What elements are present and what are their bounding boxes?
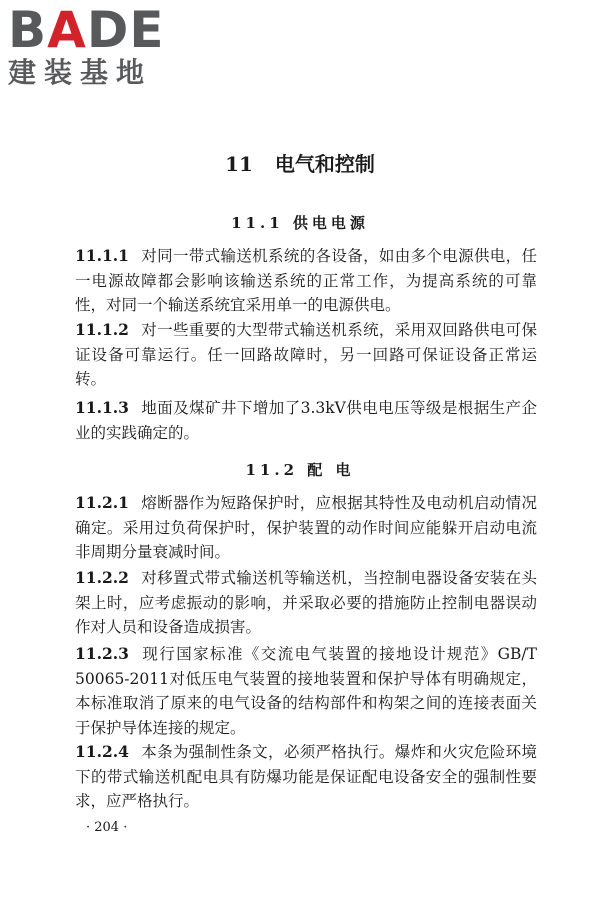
section-title-11-2: 11.2 配 电 <box>245 461 355 479</box>
clause-11-2-2 <box>75 566 537 640</box>
clause-11-1-2 <box>75 318 537 392</box>
clause-number: 11.1.2 <box>75 320 129 339</box>
bade-logo <box>8 1 178 89</box>
clause-text: 对移置式带式输送机等输送机，当控制电器设备安装在头架上时，应考虑振动的影响，并采取必要的措施防止控制电器误动作对人员和设备造成损害。 <box>75 569 537 636</box>
clause-11-2-4 <box>75 740 537 814</box>
clause-text: 对一些重要的大型带式输送机系统，采用双回路供电可保证设备可靠运行。任一回路故障时，另一回路可保证设备正常运转。 <box>75 321 537 388</box>
clause-number: 11.2.1 <box>75 493 129 512</box>
clause-11-2-3 <box>75 642 537 740</box>
clause-number: 11.1.1 <box>75 246 129 265</box>
chapter-title <box>0 148 600 177</box>
chapter-name: 电气和控制 <box>274 152 375 176</box>
page-number: · 204 · <box>86 820 128 835</box>
clause-text: 对同一带式输送机系统的各设备，如由多个电源供电，任一电源故障都会影响该输送系统的正常工作，为提高系统的可靠性，对同一个输送系统宜采用单一的电源供电。 <box>75 247 537 314</box>
clause-11-1-3 <box>75 396 537 445</box>
clause-11-1-1 <box>75 244 537 318</box>
clause-number: 11.2.3 <box>75 644 129 663</box>
logo-subtitle: 建装基地 <box>8 56 153 89</box>
logo-wordmark: BADE <box>8 1 165 59</box>
clause-text: 熔断器作为短路保护时，应根据其特性及电动机启动情况确定。采用过负荷保护时，保护装置的动作时间应能躲开启动电流非周期分量衰减时间。 <box>75 494 537 561</box>
clause-number: 11.2.2 <box>75 568 129 587</box>
clause-11-2-1 <box>75 491 537 565</box>
chapter-number: 11 <box>225 152 253 176</box>
section-title-11-1: 11.1 供电电源 <box>231 214 369 232</box>
clause-text: 地面及煤矿井下增加了3.3kV供电电压等级是根据生产企业的实践确定的。 <box>75 399 537 442</box>
clause-text: 本条为强制性条文，必须严格执行。爆炸和火灾危险环境下的带式输送机配电具有防爆功能是保证配电设备安全的强制性要求，应严格执行。 <box>75 743 537 810</box>
clause-text: 现行国家标准《交流电气装置的接地设计规范》GB/T 50065-2011对低压电气装置的接地装置和保护导体有明确规定，本标准取消了原来的电气设备的结构部件和构架之间的连接表面关于保护导体连接的规定。 <box>75 645 537 737</box>
clause-number: 11.1.3 <box>75 398 129 417</box>
clause-number: 11.2.4 <box>75 742 129 761</box>
